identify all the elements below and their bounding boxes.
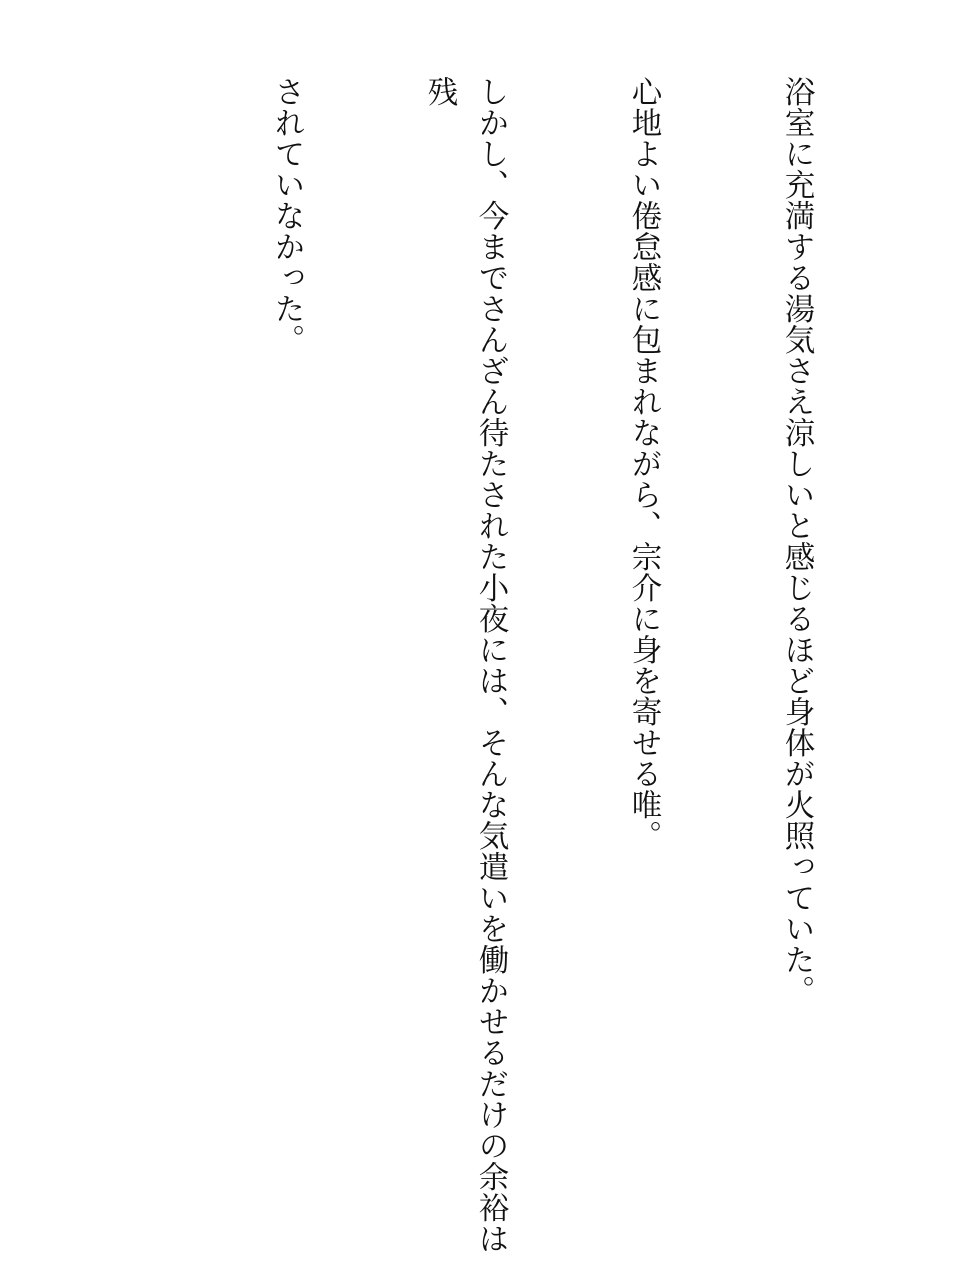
text-line	[0, 76, 6, 1256]
text-line: されていなかった。	[269, 76, 304, 355]
paragraph-break	[108, 76, 159, 1256]
text-line: しかし、今までさんざん待たされた小夜には、そんな気遣いを働かせるだけの余裕は残	[422, 76, 508, 1254]
text-line: 心地よい倦怠感に包まれながら、宗介に身を寄せる唯。	[626, 76, 661, 851]
vertical-text-body	[0, 76, 924, 1256]
text-line: 浴室に充満する湯気さえ涼しいと感じるほど身体が火照っていた。	[779, 76, 814, 1006]
